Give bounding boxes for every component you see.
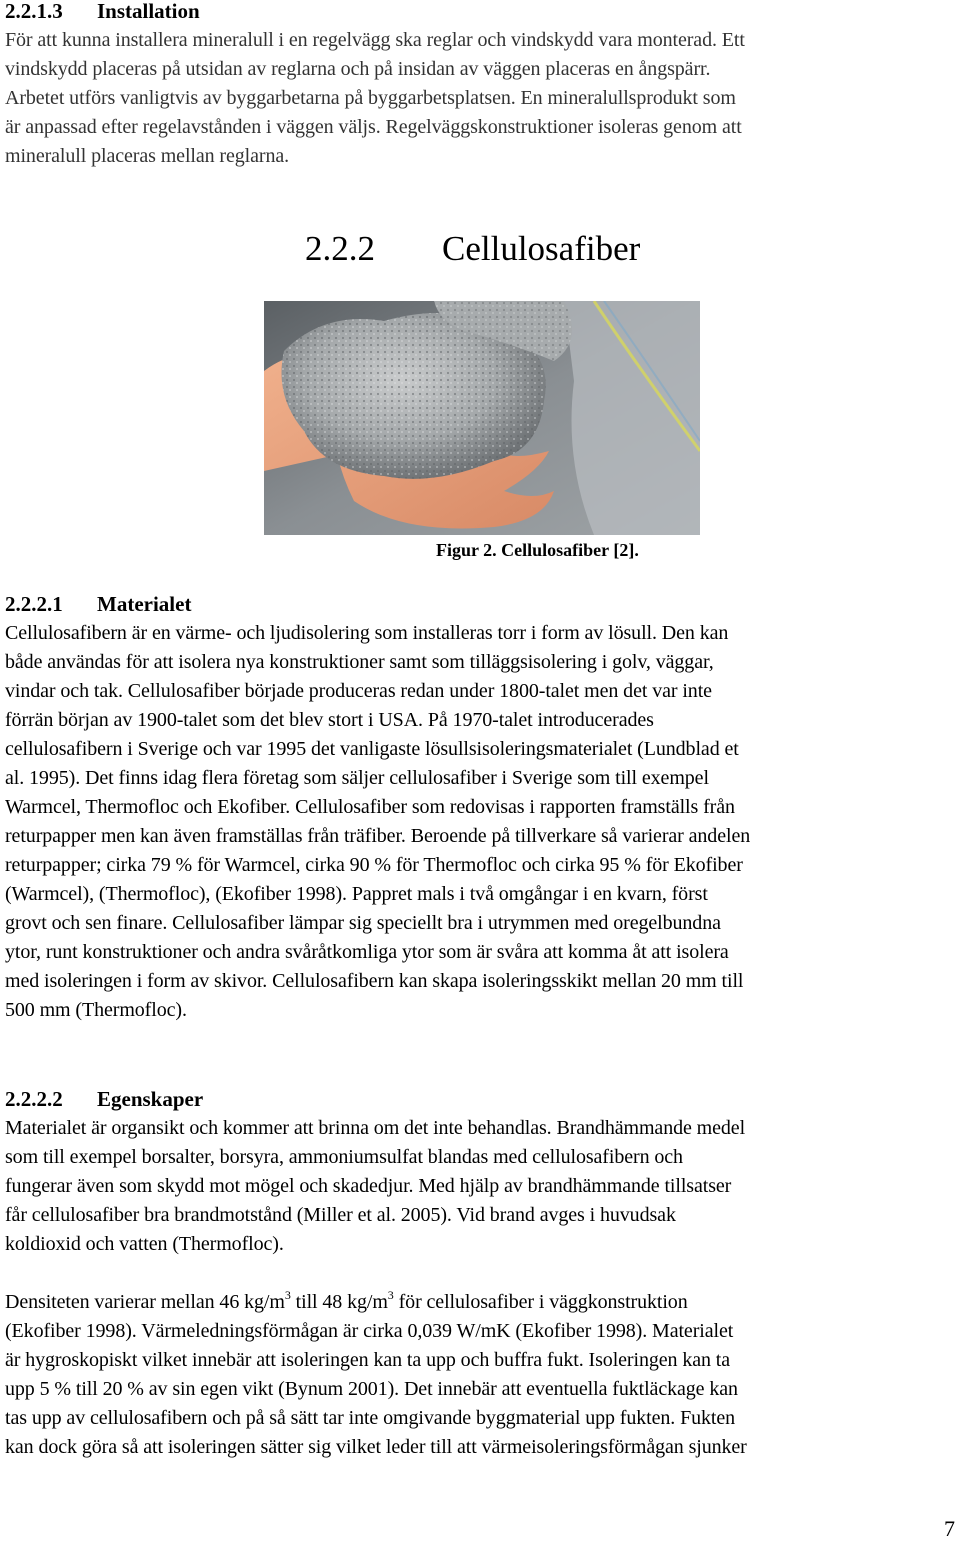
section-egenskaper (5, 1085, 955, 1462)
density-text-c: för cellulosafiber i väggkonstruktion (393, 1291, 688, 1313)
heading-materialet (5, 590, 955, 619)
text-line: vindar och tak. Cellulosafiber började produceras redan under 1800-talet men det var inte (5, 680, 712, 702)
text-line: kan dock göra så att isoleringen sätter sig vilket leder till att värmeisoleringsförmågan sjunker (5, 1436, 747, 1458)
text-line: både användas för att isolera nya konstruktioner samt som tilläggsisolering i golv, väggar, (5, 651, 714, 673)
text-line: Warmcel, Thermofloc och Ekofiber. Cellulosafiber som redovisas i rapporten framställs från (5, 796, 735, 818)
text-line: Cellulosafibern är en värme- och ljudisolering som installeras torr i form av lösull. Den kan (5, 622, 729, 644)
density-text-b: till 48 kg/m (290, 1291, 388, 1313)
text-line: Arbetet utförs vanligtvis av byggarbetarna på byggarbetsplatsen. En mineralullsprodukt som (5, 87, 736, 109)
density-text-a: Densiteten varierar mellan 46 kg/m (5, 1291, 285, 1313)
heading-egenskaper (5, 1085, 955, 1114)
heading-number: 2.2.2.2 (5, 1087, 63, 1111)
photo-illustration (264, 301, 700, 535)
text-line: får cellulosafiber bra brandmotstånd (Miller et al. 2005). Vid brand avges i huvudsak (5, 1204, 676, 1226)
heading-number: 2.2.2.1 (5, 592, 63, 616)
heading-title: Cellulosafiber (442, 229, 641, 268)
text-line: returpapper; cirka 79 % för Warmcel, cirka 90 % för Thermofloc och cirka 95 % för Ekofiber (5, 854, 743, 876)
superscript: 3 (387, 1288, 394, 1302)
text-line: grovt och sen finare. Cellulosafiber lämpar sig speciellt bra i utrymmen med oregelbundna (5, 912, 721, 934)
paragraph-materialet (5, 619, 955, 1025)
text-line: förrän början av 1900-talet som det blev stort i USA. På 1970-talet introducerades (5, 709, 654, 731)
text-line: Materialet är organsikt och kommer att brinna om det inte behandlas. Brandhämmande medel (5, 1117, 746, 1139)
section-heading-cellulosafiber (305, 228, 640, 270)
heading-number: 2.2.2 (305, 229, 375, 268)
paragraph-egenskaper (5, 1114, 955, 1259)
heading-installation (5, 0, 955, 26)
text-line: som till exempel borsalter, borsyra, ammoniumsulfat blandas med cellulosafibern och (5, 1146, 683, 1168)
text-line: tas upp av cellulosafibern och på så sätt tar inte omgivande byggmaterial upp fukten. Fukten (5, 1407, 736, 1429)
section-installation (5, 0, 955, 171)
text-line: (Ekofiber 1998). Värmeledningsförmågan är cirka 0,039 W/mK (Ekofiber 1998). Materialet (5, 1320, 734, 1342)
superscript: 3 (284, 1288, 291, 1302)
text-line: med isoleringen i form av skivor. Cellulosafibern kan skapa isoleringsskikt mellan 20 mm till (5, 970, 744, 992)
heading-title: Materialet (97, 592, 192, 616)
text-line: al. 1995). Det finns idag flera företag som säljer cellulosafiber i Sverige som till exempel (5, 767, 709, 789)
text-line: är anpassad efter regelavstånden i väggen väljs. Regelväggskonstruktioner isoleras genom att (5, 116, 742, 138)
text-line: 500 mm (Thermofloc). (5, 999, 187, 1021)
text-line: ytor, runt konstruktioner och andra svåråtkomliga ytor som är svåra att komma åt att isolera (5, 941, 729, 963)
text-line: fungerar även som skydd mot mögel och skadedjur. Med hjälp av brandhämmande tillsatser (5, 1175, 732, 1197)
heading-number: 2.2.1.3 (5, 0, 63, 23)
text-line: mineralull placeras mellan reglarna. (5, 145, 290, 167)
text-line: returpapper men kan även framställas från träfiber. Beroende på tillverkare så varierar andelen (5, 825, 751, 847)
text-line: (Warmcel), (Thermofloc), (Ekofiber 1998). Pappret mals i två omgångar i en kvarn, först (5, 883, 708, 905)
heading-title: Installation (97, 0, 200, 23)
paragraph-densitet (5, 1288, 955, 1462)
text-line: är hygroskopiskt vilket innebär att isoleringen kan ta upp och buffra fukt. Isoleringen kan ta (5, 1349, 731, 1371)
text-line: koldioxid och vatten (Thermofloc). (5, 1233, 284, 1255)
figure-cellulosafiber-photo (264, 301, 700, 535)
text-line: vindskydd placeras på utsidan av reglarna och på insidan av väggen placeras en ångspärr. (5, 58, 711, 80)
text-line: För att kunna installera mineralull i en regelvägg ska reglar och vindskydd vara monterad. Ett (5, 29, 745, 51)
heading-title: Egenskaper (97, 1087, 204, 1111)
text-line: cellulosafibern i Sverige och var 1995 det vanligaste lösullsisoleringsmaterialet (Lundblad et (5, 738, 739, 760)
figure-caption: Figur 2. Cellulosafiber [2]. (436, 540, 639, 560)
text-line-density (5, 1288, 955, 1317)
text-line: upp 5 % till 20 % av sin egen vikt (Bynum 2001). Det innebär att eventuella fuktläckage kan (5, 1378, 738, 1400)
section-materialet (5, 590, 955, 1025)
page-number: 7 (944, 1516, 955, 1541)
paragraph-installation (5, 26, 955, 171)
